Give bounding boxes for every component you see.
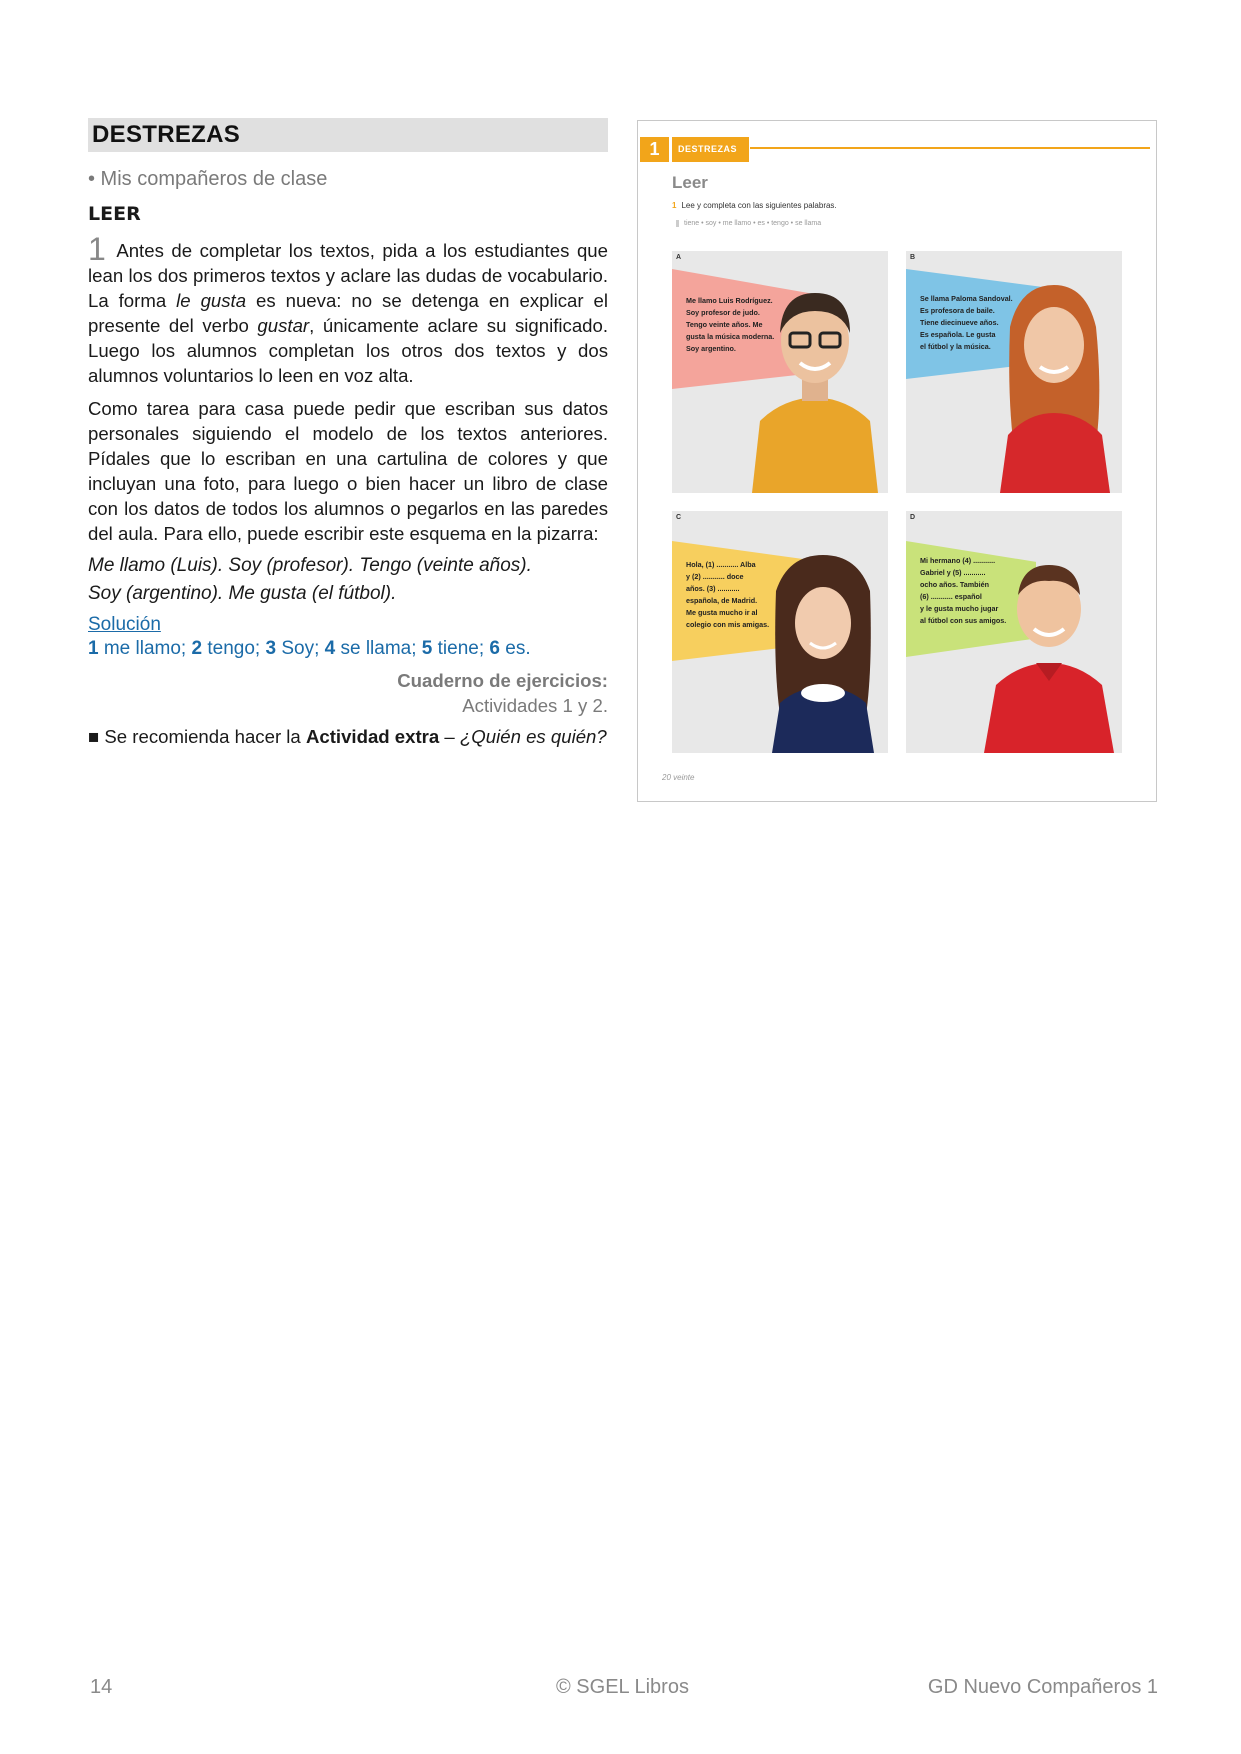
card-d-text: Mi hermano (4) ........... Gabriel y (5) ........... ocho años. También (6) ........... español y le gusta mucho jugar al fútbol con sus amigos. [920, 556, 1007, 625]
book-instruction: 1 Lee y completa con las siguientes palabras. [672, 201, 837, 210]
activity-number: 1 [88, 231, 106, 267]
workbook-reference [88, 668, 608, 718]
card-d: D Mi hermano (4) ........... Gabriel y (5) ........... ocho años. También (6) ........... español y le gusta mucho jugar al fútbol con sus amigos. [906, 511, 1122, 753]
unit-section-tab: DESTREZAS [672, 137, 749, 162]
card-b: B Se llama Paloma Sandoval. Es profesora de baile. Tiene diecinueve años. Es española. Le gusta el fútbol y la música. [906, 251, 1122, 493]
unit-number-badge: 1 [640, 137, 669, 162]
card-b-text: Se llama Paloma Sandoval. Es profesora de baile. Tiene diecinueve años. Es española. Le gusta el fútbol y la música. [920, 294, 1013, 351]
example-line-2: Soy (argentino). Me gusta (el fútbol). [88, 583, 397, 604]
card-a-text: Me llamo Luis Rodríguez. Soy profesor de judo. Tengo veinte años. Me gusta la música moderna. Soy argentino. [686, 296, 775, 353]
subheading-leer: LEER [88, 203, 141, 225]
header-rule [750, 147, 1150, 149]
example-line-1: Me llamo (Luis). Soy (profesor). Tengo (veinte años). [88, 555, 532, 576]
solution-link[interactable]: Solución [88, 614, 161, 635]
book-title: GD Nuevo Compañeros 1 [927, 1676, 1158, 1698]
workbook-activities: Actividades 1 y 2. [462, 695, 608, 716]
topic-line: • Mis compañeros de clase [88, 168, 328, 190]
card-c: C Hola, (1) ........... Alba y (2) ........... doce años. (3) ........... española, de Madrid. Me gusta mucho ir al colegio con mis amigas. [672, 511, 888, 753]
book-page-number: 20 veinte [662, 773, 695, 782]
teacher-notes-column [88, 118, 608, 748]
section-title: DESTREZAS [88, 118, 608, 152]
solution-answers: 1 me llamo; 2 tengo; 3 Soy; 4 se llama; 5 tiene; 6 es. [88, 638, 531, 659]
card-a: A Me llamo Luis Rodríguez. Soy profesor de judo. Tengo veinte años. Me gusta la música moderna. Soy argentino. [672, 251, 888, 493]
book-section-title: Leer [672, 173, 708, 192]
paragraph-activity-1: 1 Antes de completar los textos, pida a los estudiantes que lean los dos primeros textos y aclare las dudas de vocabulario. La forma le gusta es nueva: no se detenga en explicar el presente del verbo gustar, únicamente aclare su significado. Luego los alumnos completan los otros dos textos y dos alumnos voluntarios lo leen en voz alta. [88, 231, 609, 386]
student-book-page-image [637, 120, 1157, 802]
workbook-title: Cuaderno de ejercicios: [397, 670, 608, 691]
card-c-text: Hola, (1) ........... Alba y (2) ........... doce años. (3) ........... española, de Madrid. Me gusta mucho ir al colegio con mis amigas. [686, 560, 770, 629]
page-number: 14 [90, 1676, 113, 1698]
paragraph-homework: Como tarea para casa puede pedir que escriban sus datos personales siguiendo el modelo de los textos anteriores. Pídales que lo escriban en una cartulina de colores y que incluyan una foto, para luego o bien hacer un libro de clase con los datos de todos los alumnos o pegarlos en las paredes del aula. Para ello, puede escribir este esquema en la pizarra: [88, 398, 608, 544]
extra-activity-note: ■ Se recomienda hacer la Actividad extra – ¿Quién es quién? [88, 726, 607, 747]
copyright: © SGEL Libros [556, 1676, 689, 1698]
word-bank: tiene • soy • me llamo • es • tengo • se llama [676, 220, 821, 227]
person-photo-girl [758, 551, 888, 753]
